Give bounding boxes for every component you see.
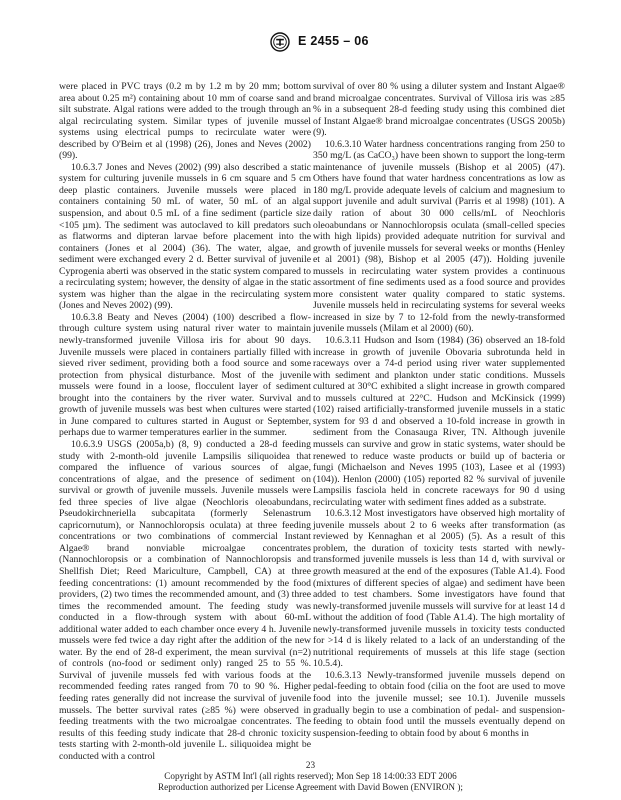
license-line: Reproduction authorized per License Agreement with David Bowen (ENVIRON ); [158,782,463,792]
astm-logo-icon [270,32,290,52]
paragraph-10-6-3-13: 10.6.3.13 Newly-transformed juvenile mussels depend on pedal-feeding to obtain food (cilia on the foot are used to move food into the juvenile mussel; see 10.1). Juvenile mussels gradually begin to use a combination of pedal- and suspension-feeding to obtain food until the mussels eventually depend on suspension-feeding to obtain food by about 6 months in [313,669,565,739]
copyright-line: Copyright by ASTM Int'l (all rights reserved); Mon Sep 18 14:00:33 EDT 2006 [164,771,457,781]
page-header [0,30,621,54]
paragraph-10-6-3-10: 10.6.3.10 Water hardness concentrations ranging from 250 to 350 mg/L (as CaCO₃) have been shown to support the long-term maintenance of juvenile mussels (Bishop et al 2005) (47). Others have found that water hardness concentrations as low as 180 mg/L provide adequate levels of calcium and magnesium to support juvenile and adult survival (Parris et al 1998) (101). A daily ration of about 30 000 cells/mL of Neochloris oleoabundans or Nannochloropsis oculata (small-celled species with high lipids) provided adequate nutrition for survival and growth of juvenile mussels for several weeks or months (Henley et al 2001) (98), Bishop et al 2005 (47)). Holding juvenile mussels in recirculating water system provides a continuous assortment of fine sediments used as a food source and provides more consistent water quality compared to static systems. Juvenile mussels held in recirculating systems for several weeks increased in size by 7 to 12-fold from the newly-transformed juvenile mussels (Milam et al 2000) (60). [313,138,565,335]
copyright-notice [0,771,621,793]
paragraph-continued: survival of over 80 % using a diluter system and Instant Algae® brand microalgae concentrates. Survival of Villosa iris was ≥85 % in a subsequent 28-d feeding study using this combined diet of Instant Algae® brand microalgae concentrates (USGS 2005b) (9). [313,81,565,139]
paragraph-10-6-3-12: 10.6.3.12 Most investigators have observed high mortality of juvenile mussels about 2 to 6 weeks after transformation (as reviewed by Kennaghan et al 2005) (5). As a result of this problem, the duration of toxicity tests started with newly-transformed juvenile mussels is less than 14 d, with survival or growth measured at the end of the exposures (Table A1.4). Food (mixtures of different species of algae) and sediment have been added to test chambers. Some investigators have found that newly-transformed juvenile mussels will survive for at least 14 d without the addition of food (Table A1.4). The high mortality of newly-transformed juvenile mussels in toxicity tests conducted for >14 d is likely related to a lack of an understanding of the nutritional requirements of mussels at this life stage (section 10.5.4). [313,508,565,670]
paragraph-10-6-3-11: 10.6.3.11 Hudson and Isom (1984) (36) observed an 18-fold increase in growth of juvenile Obovaria subrotunda held in raceways over a 74-d period using river water supplemented with sediment and plankton under static conditions. Mussels cultured at 30°C exhibited a slight increase in growth compared to mussels cultured at 22°C. Hudson and McKinsick (1999) (102) raised artificially-transformed juvenile mussels in a static system for 93 d and observed a 10-fold increase in growth in sediment from the Conasauga River, TN. Although juvenile mussels can survive and grow in static systems, water should be renewed to reduce waste products or build up of bacteria or fungi (Michaelson and Neves 1995 (103), Lasee et al (1993) (104)). Henlon (2000) (105) reported 82 % survival of juvenile Lampsilis fasciola held in concrete raceways for 90 d using recirculating water with sediment fines added as a substrate. [313,335,565,508]
paragraph-10-6-3-9: 10.6.3.9 USGS (2005a,b) (8, 9) conducted a 28-d feeding study with 2-month-old juvenile Lampsilis siliquoidea that compared the influence of various sources of algae, concentrations of algae, and the presence of sediment on survival or growth of juvenile mussels. Juvenile mussels were fed three species of live algae (Neochloris oleoabundans, Pseudokirchneriella subcapitata (formerly Selenastrum capricornutum), or Nannochloropsis oculata) at three feeding concentrations or two combinations of commercial Instant Algae® brand nonviable microalgae concentrates (Nannochloropsis or a combination of Nannochloropsis and Shellfish Diet; Reed Mariculture, Campbell, CA) at three feeding concentrations: (1) amount recommended by the food providers, (2) two times the recommended amount, and (3) three times the recommended amount. The feeding study was conducted in a flow-through system with about 60-mL additional water added to each chamber once every 4 h. Juvenile mussels were fed twice a day right after the addition of the new water. By the end of 28-d experiment, the mean survival (n=2) of controls (no-food or sediment only) ranged 25 to 55 %. Survival of juvenile mussels fed with various foods at the recommended feeding rates ranged from 70 to 90 %. Higher feeding rates generally did not increase the survival of juvenile mussels. The better survival rates (≥85 %) were observed in feeding treatments with the two microalgae concentrates. The results of this feeding study indicate that 28-d chronic toxicity tests starting with 2-month-old juvenile L. siliquoidea might be conducted with a control [59,438,311,762]
page-number: 23 [305,760,316,770]
paragraph-continued: were placed in PVC trays (0.2 m by 1.2 m by 20 mm; bottom area about 0.25 m²) containing about 10 mm of coarse sand and silt substrate. Algal rations were added to the trough through an algal recirculating system. Similar types of juvenile mussel systems using electrical pumps to recirculate water were described by O'Beirn et al (1998) (26), Jones and Neves (2002) (99). [59,81,311,162]
paragraph-10-6-3-8: 10.6.3.8 Beaty and Neves (2004) (100) described a flow-through culture system using natural river water to maintain newly-transformed juvenile Villosa iris for about 90 days. Juvenile mussels were placed in containers partially filled with sieved river sediment, providing both a food source and some protection from physical disturbance. Most of the juvenile mussels were found in a loose, flocculent layer of sediment brought into the containers by the river water. Survival and growth of juvenile mussels was best when cultures were started in June compared to cultures started in August or September, perhaps due to warmer temperatures earlier in the summer. [59,311,311,439]
document-number: E 2455 – 06 [298,34,369,48]
left-column [59,81,311,762]
right-column [313,81,565,739]
paragraph-10-6-3-7: 10.6.3.7 Jones and Neves (2002) (99) also described a static system for culturing juvenile mussels in 6 cm square and 5 cm deep plastic containers. Juvenile mussels were placed in containers containing 50 mL of water, 50 mL of an algal suspension, and about 0.5 mL of a fine sediment (particle size <105 µm). The sediment was autoclaved to kill predators such as flatworms and dipteran larvae before placement into the containers (Jones et al 2004) (36). The water, algae, and sediment were exchanged every 2 d. Better survival of juvenile Cyprogenia aberti was observed in the static system compared to a recirculating system; however, the density of algae in the static system was higher than the algae in the recirculating system (Jones and Neves 2002) (99). [59,161,311,312]
